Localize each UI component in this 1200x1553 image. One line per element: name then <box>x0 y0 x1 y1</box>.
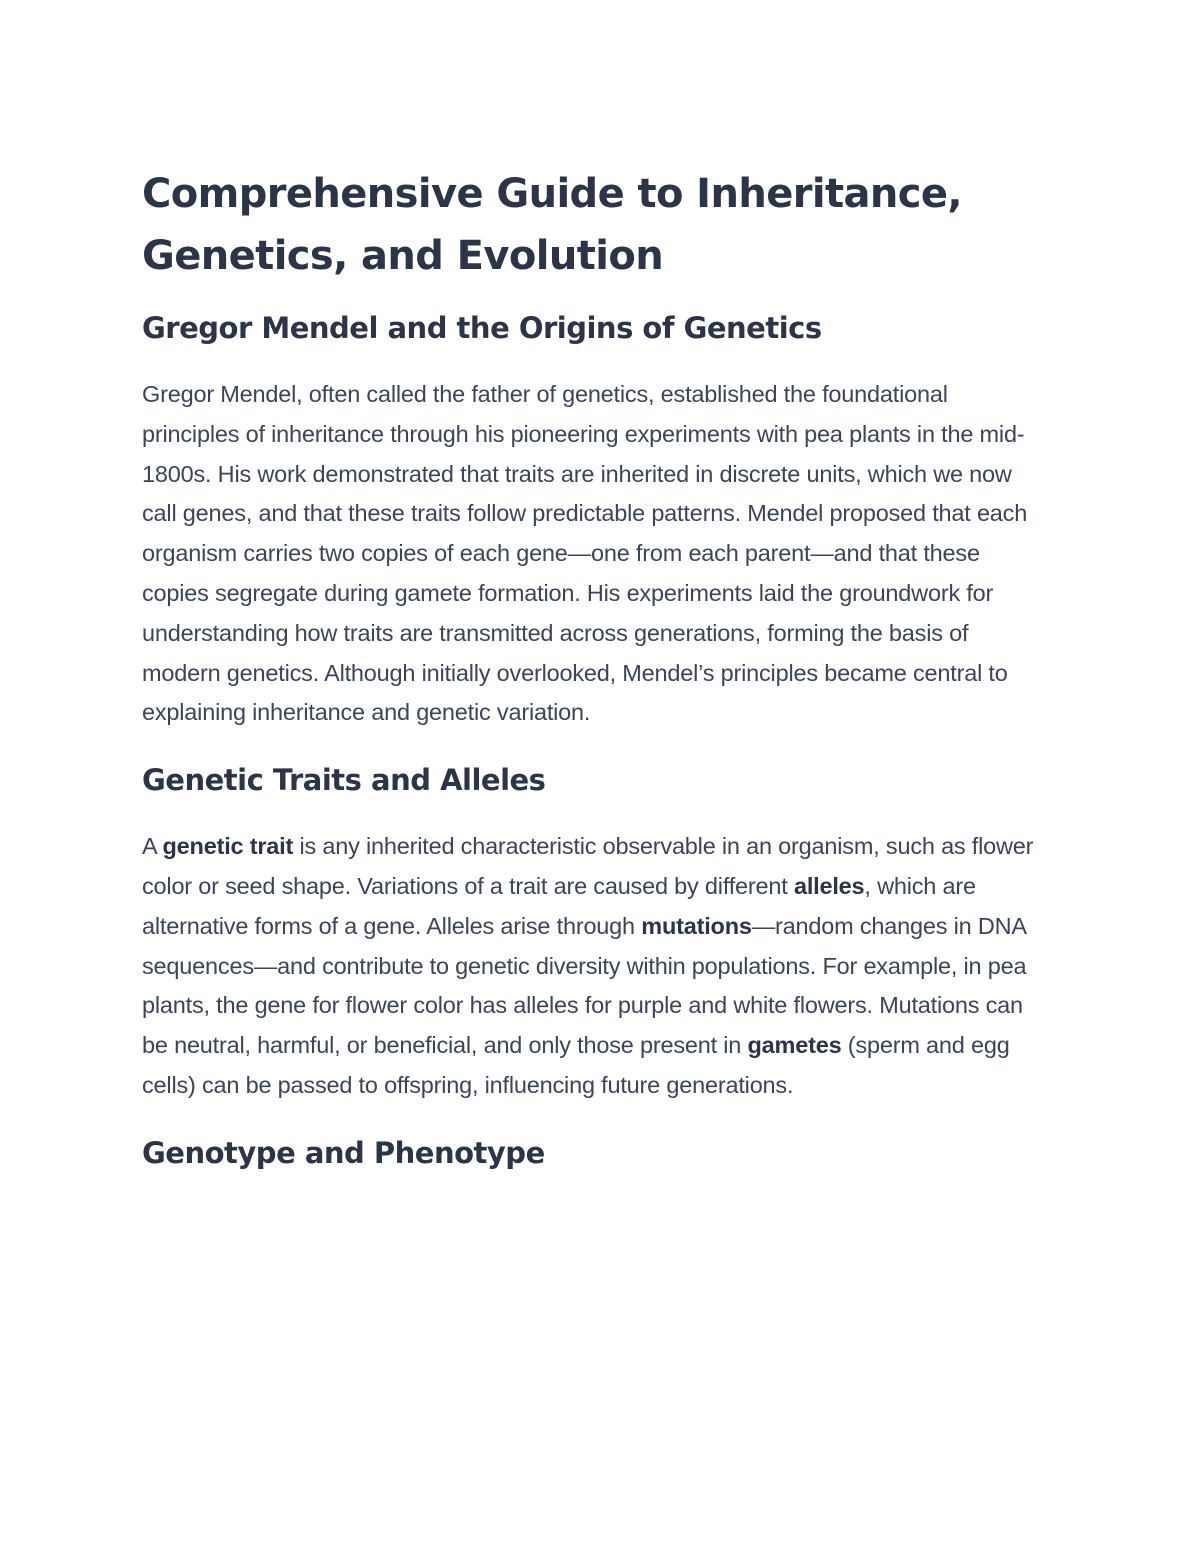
term-genetic-trait: genetic trait <box>162 833 294 860</box>
paragraph-text: (sperm and egg cells) can be passed to offspring, influencing future generations. <box>142 1032 1010 1098</box>
section-paragraph-mendel: Gregor Mendel, often called the father of genetics, established the foundational principles of inheritance through his pioneering experiments with pea plants in the mid-1800s. His work demonstrated that traits are inherited in discrete units, which we now call genes, and that these traits follow predictable patterns. Mendel proposed that each organism carries two copies of each gene—one from each parent—and that these copies segregate during gamete formation. His experiments laid the groundwork for understanding how traits are transmitted across generations, forming the basis of modern genetics. Although initially overlooked, Mendel’s principles became central to explaining inheritance and genetic variation. <box>142 381 1028 726</box>
term-gametes: gametes <box>747 1032 842 1059</box>
paragraph-text: , which are alternative forms of a gene. Alleles arise through <box>142 872 976 939</box>
section-heading-genotype-phenotype: Genotype and Phenotype <box>142 1135 545 1170</box>
section-paragraph-traits-alleles <box>142 827 1047 1106</box>
paragraph-text: A <box>142 833 163 860</box>
paragraph-text: —random changes in DNA sequences—and contribute to genetic diversity within populations. For example, in pea plants, the gene for flower color has alleles for purple and white flowers. Mutations can be neutral, harmful, or beneficial, and only those present in <box>142 912 1027 1059</box>
paragraph-text: is any inherited characteristic observable in an organism, such as flower color or seed shape. Variations of a trait are caused by different <box>142 833 1034 899</box>
section-heading-traits-alleles: Genetic Traits and Alleles <box>142 763 546 798</box>
document-title: Comprehensive Guide to Inheritance, Genetics, and Evolution <box>142 171 962 279</box>
term-mutations: mutations <box>641 912 752 939</box>
section-heading-mendel: Gregor Mendel and the Origins of Genetics <box>142 311 822 345</box>
document-page <box>142 163 1047 1173</box>
term-alleles: alleles <box>793 872 865 899</box>
